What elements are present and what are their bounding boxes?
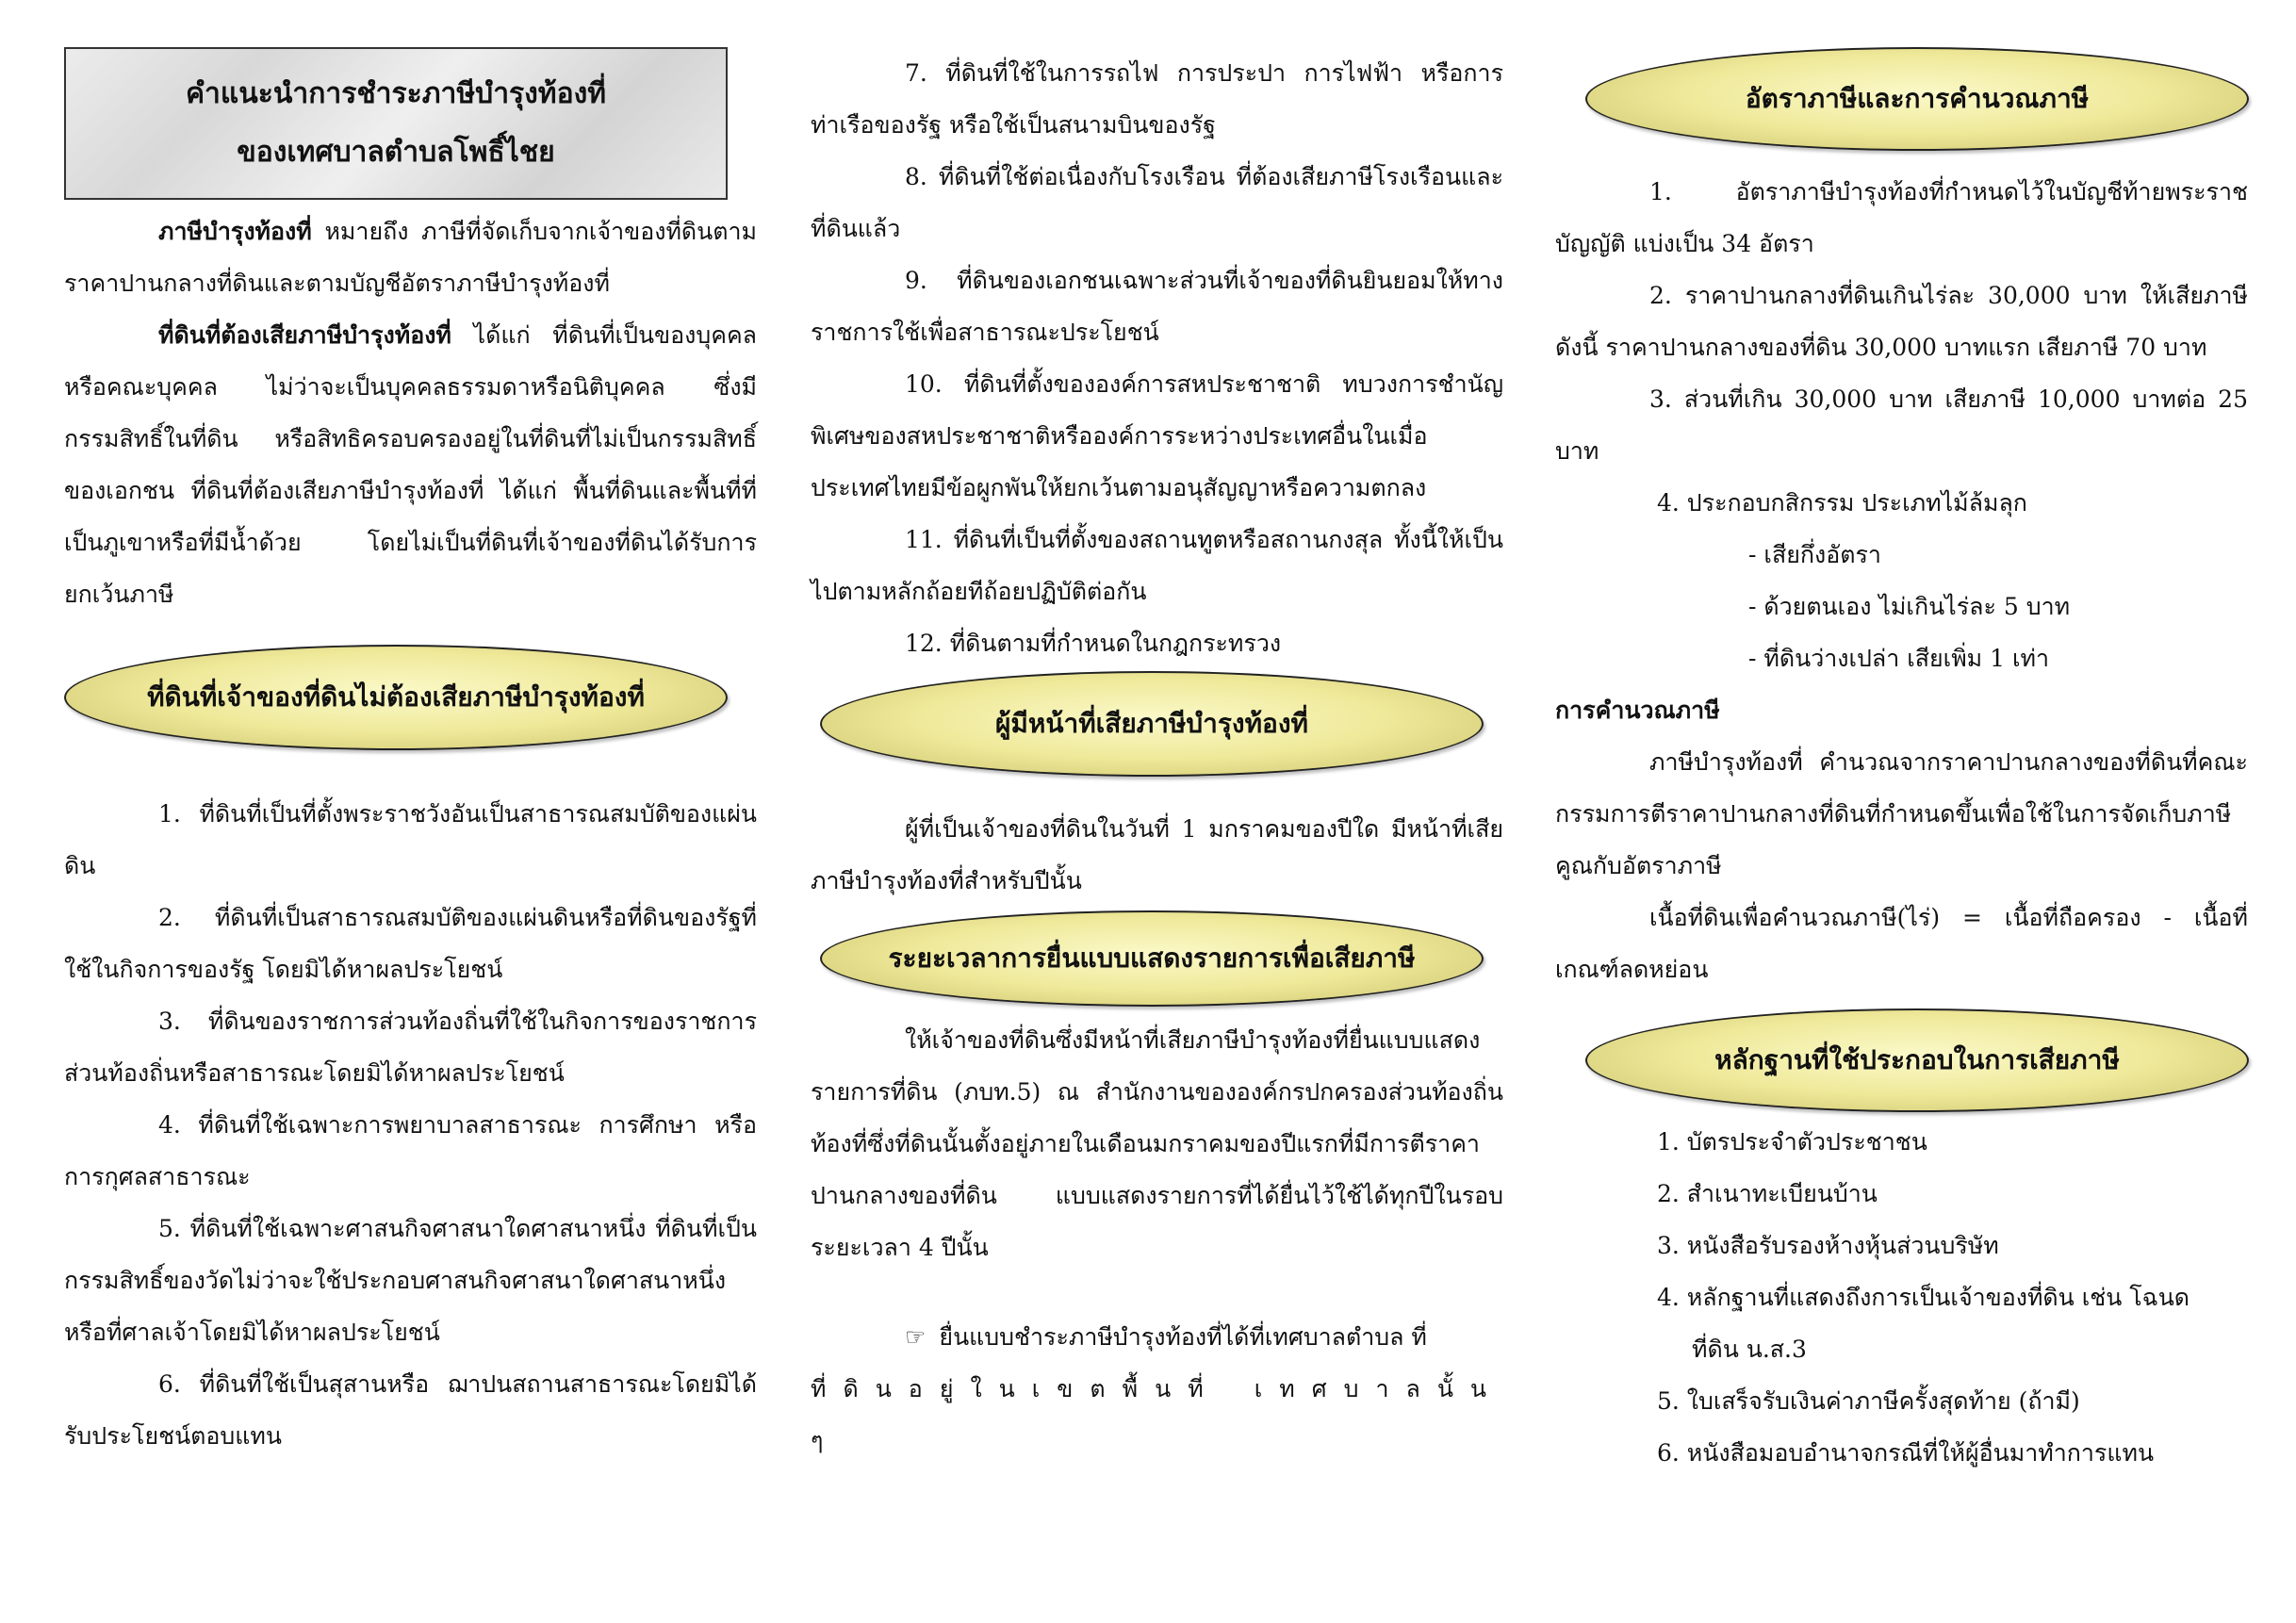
column-right <box>1555 47 2248 1479</box>
exempt-item: 8. ที่ดินที่ใช้ต่อเนื่องกับโรงเรือน ที่ต้องเสียภาษีโรงเรือนและที่ดินแล้ว <box>811 163 1503 242</box>
exempt-item: 7. ที่ดินที่ใช้ในการรถไฟ การประปา การไฟฟ้า หรือการท่าเรือของรัฐ หรือใช้เป็นสนามบินของรัฐ <box>811 59 1503 139</box>
document-item: 5. ใบเสร็จรับเงินค่าภาษีครั้งสุดท้าย (ถ้ามี) <box>1657 1387 2080 1415</box>
rate-item: 3. ส่วนที่เกิน 30,000 บาท เสียภาษี 10,000 บาทต่อ 25 บาท <box>1555 385 2248 465</box>
calculation-paragraph: ภาษีบำรุงท้องที่ คำนวณจากราคาปานกลางของที่ดินที่คณะกรรมการตีราคาปานกลางที่ดินที่กำหนดขึ้นเพื่อใช้ในการจัดเก็บภาษีคูณกับอัตราภาษี <box>1555 748 2248 879</box>
rate-item: 2. ราคาปานกลางที่ดินเกินไร่ละ 30,000 บาท ให้เสียภาษีดังนี้ ราคาปานกลางของที่ดิน 30,000 บาทแรก เสียภาษี 70 บาท <box>1555 282 2248 361</box>
section-heading-exempt: ที่ดินที่เจ้าของที่ดินไม่ต้องเสียภาษีบำรุงท้องที่ <box>64 645 728 750</box>
title-line-2: ของเทศบาลตำบลโพธิ์ไชย <box>237 136 555 169</box>
exempt-item: 12. ที่ดินตามที่กำหนดในกฎกระทรวง <box>905 630 1282 657</box>
exempt-item: 2. ที่ดินที่เป็นสาธารณสมบัติของแผ่นดินหรือที่ดินของรัฐที่ใช้ในกิจการของรัฐ โดยมิได้หาผลประโยชน์ <box>64 904 757 983</box>
definition-term: ภาษีบำรุงท้องที่ <box>158 218 312 245</box>
document-item: 1. บัตรประจำตัวประชาชน <box>1657 1128 1927 1156</box>
filing-note <box>811 1311 1503 1363</box>
column-middle <box>811 47 1503 1467</box>
exempt-item: 4. ที่ดินที่ใช้เฉพาะการพยาบาลสาธารณะ การศึกษา หรือการกุศลสาธารณะ <box>64 1111 757 1190</box>
document-item: 3. หนังสือรับรองห้างหุ้นส่วนบริษัท <box>1657 1232 1999 1259</box>
calculation-heading: การคำนวณภาษี <box>1555 697 1720 724</box>
calculation-formula: เนื้อที่ดินเพื่อคำนวณภาษี(ไร่) = เนื้อที่ถือครอง - เนื้อที่เกณฑ์ลดหย่อน <box>1555 904 2248 983</box>
exempt-item: 1. ที่ดินที่เป็นที่ตั้งพระราชวังอันเป็นสาธารณสมบัติของแผ่นดิน <box>64 800 757 879</box>
section-heading-taxpayer: ผู้มีหน้าที่เสียภาษีบำรุงท้องที่ <box>820 671 1484 777</box>
rate-subitem: - ที่ดินว่างเปล่า เสียเพิ่ม 1 เท่า <box>1748 645 2050 672</box>
exempt-item: 3. ที่ดินของราชการส่วนท้องถิ่นที่ใช้ในกิจการของราชการส่วนท้องถิ่นหรือสาธารณะโดยมิได้หาผลประโยชน์ <box>64 1008 757 1087</box>
exempt-item: 5. ที่ดินที่ใช้เฉพาะศาสนกิจศาสนาใดศาสนาหนึ่ง ที่ดินที่เป็นกรรมสิทธิ์ของวัดไม่ว่าจะใช้ประกอบศาสนกิจศาสนาใดศาสนาหนึ่ง หรือที่ศาลเจ้าโดยมิได้หาผลประโยชน์ <box>64 1215 757 1346</box>
document-item-continuation: ที่ดิน น.ส.3 <box>1692 1336 1807 1363</box>
taxpayer-paragraph: ผู้ที่เป็นเจ้าของที่ดินในวันที่ 1 มกราคมของปีใด มีหน้าที่เสียภาษีบำรุงท้องที่สำหรับปีนั้น <box>811 815 1503 894</box>
rate-subitem: - ด้วยตนเอง ไม่เกินไร่ละ 5 บาท <box>1748 593 2071 620</box>
filing-period-paragraph: ให้เจ้าของที่ดินซึ่งมีหน้าที่เสียภาษีบำรุงท้องที่ยื่นแบบแสดงรายการที่ดิน (ภบท.5) ณ สำนักงานขององค์กรปกครองส่วนท้องถิ่น ท้องที่ซึ่งที่ดินนั้นตั้งอยู่ภายในเดือนมกราคมของปีแรกที่มีการตีราคาปานกลางของที่ดิน แบบแสดงรายการที่ได้ยื่นไว้ใช้ได้ทุกปีในรอบระยะเวลา 4 ปีนั้น <box>811 1026 1503 1261</box>
taxable-land-text: ได้แก่ ที่ดินที่เป็นของบุคคลหรือคณะบุคคล ไม่ว่าจะเป็นบุคคลธรรมดาหรือนิติบุคคล ซึ่งมีกรรมสิทธิ์ในที่ดิน หรือสิทธิครอบครองอยู่ในที่ดินที่ไม่เป็นกรรมสิทธิ์ของเอกชน ที่ดินที่ต้องเสียภาษีบำรุงท้องที่ ได้แก่ พื้นที่ดินและพื้นที่ที่เป็นภูเขาหรือที่มีน้ำด้วย โดยไม่เป็นที่ดินที่เจ้าของที่ดินได้รับการยกเว้นภาษี <box>64 321 757 608</box>
filing-note-line-2: ที่ดินอยู่ในเขตพื้นที่ เทศบาลนั้น ๆ <box>811 1375 1503 1454</box>
section-heading-documents: หลักฐานที่ใช้ประกอบในการเสียภาษี <box>1585 1008 2249 1112</box>
document-item: 6. หนังสือมอบอำนาจกรณีที่ให้ผู้อื่นมาทำการแทน <box>1657 1439 2155 1467</box>
rate-item: 4. ประกอบกสิกรรม ประเภทไม้ล้มลุก <box>1657 489 2027 516</box>
rate-subitem: - เสียกึ่งอัตรา <box>1748 541 1881 568</box>
hand-pointer-icon: ☞ <box>905 1323 927 1351</box>
title-line-1: คำแนะนำการชำระภาษีบำรุงท้องที่ <box>185 77 607 110</box>
definition-paragraph <box>64 205 757 309</box>
column-left <box>64 47 757 1462</box>
section-heading-filing-period: ระยะเวลาการยื่นแบบแสดงรายการเพื่อเสียภาษี <box>820 910 1484 1007</box>
exempt-item: 10. ที่ดินที่ตั้งขององค์การสหประชาชาติ ทบวงการชำนัญพิเศษของสหประชาชาติหรือองค์การระหว่างประเทศอื่นในเมื่อประเทศไทยมีข้อผูกพันให้ยกเว้นตามอนุสัญญาหรือความตกลง <box>811 370 1503 501</box>
filing-note-line-1: ยื่นแบบชำระภาษีบำรุงท้องที่ได้ที่เทศบาลตำบล ที่ <box>939 1323 1427 1351</box>
title-box <box>64 47 728 200</box>
exempt-item: 6. ที่ดินที่ใช้เป็นสุสานหรือ ฌาปนสถานสาธารณะโดยมิได้รับประโยชน์ตอบแทน <box>64 1370 757 1450</box>
definition-text: หมายถึง ภาษีที่จัดเก็บจากเจ้าของที่ดินตามราคาปานกลางที่ดินและตามบัญชีอัตราภาษีบำรุงท้องที่ <box>64 218 757 297</box>
exempt-item: 11. ที่ดินที่เป็นที่ตั้งของสถานทูตหรือสถานกงสุล ทั้งนี้ให้เป็นไปตามหลักถ้อยทีถ้อยปฏิบัติต่อกัน <box>811 526 1503 605</box>
taxable-land-term: ที่ดินที่ต้องเสียภาษีบำรุงท้องที่ <box>158 321 451 349</box>
rate-item: 1. อัตราภาษีบำรุงท้องที่กำหนดไว้ในบัญชีท้ายพระราชบัญญัติ แบ่งเป็น 34 อัตรา <box>1555 178 2248 257</box>
document-item: 4. หลักฐานที่แสดงถึงการเป็นเจ้าของที่ดิน เช่น โฉนด <box>1657 1284 2190 1311</box>
section-heading-rates: อัตราภาษีและการคำนวณภาษี <box>1585 47 2249 151</box>
document-item: 2. สำเนาทะเบียนบ้าน <box>1657 1180 1878 1207</box>
taxable-land-paragraph <box>64 309 757 620</box>
exempt-item: 9. ที่ดินของเอกชนเฉพาะส่วนที่เจ้าของที่ดินยินยอมให้ทางราชการใช้เพื่อสาธารณะประโยชน์ <box>811 267 1503 346</box>
